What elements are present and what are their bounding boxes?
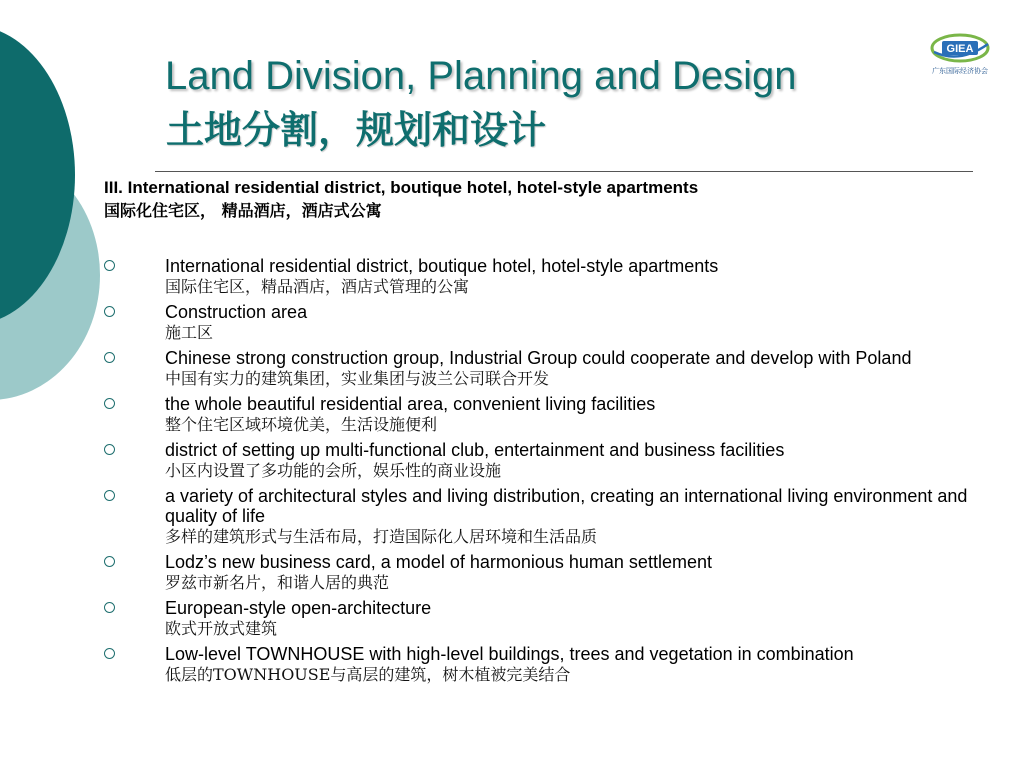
bullet-item	[104, 348, 989, 389]
bullet-circle-icon	[104, 306, 115, 317]
bullet-text-chinese: 低层的TOWNHOUSE与高层的建筑，树木植被完美结合	[165, 665, 571, 684]
giea-logo	[922, 30, 998, 78]
slide-title-chinese: 土地分割，规划和设计	[166, 110, 547, 152]
bullet-text-chinese: 罗兹市新名片，和谐人居的典范	[165, 573, 390, 592]
section-heading-english: III. International residential district, boutique hotel, hotel-style apartments	[104, 178, 699, 197]
bullet-text-english: Chinese strong construction group, Industrial Group could cooperate and develop with Poland	[165, 348, 912, 368]
bullet-text-chinese: 施工区	[165, 323, 214, 342]
bullet-item	[104, 598, 989, 639]
bullet-item	[104, 644, 989, 685]
bullet-text-chinese: 多样的建筑形式与生活布局，打造国际化人居环境和生活品质	[165, 527, 598, 546]
bullet-item	[104, 302, 989, 343]
section-heading	[104, 178, 984, 224]
bullet-text-english: European-style open-architecture	[165, 598, 432, 618]
bullet-circle-icon	[104, 648, 115, 659]
bullet-list	[104, 256, 989, 690]
bullet-circle-icon	[104, 444, 115, 455]
bullet-item	[104, 440, 989, 481]
bullet-text-english: Lodz’s new business card, a model of harmonious human settlement	[165, 552, 712, 572]
logo-text: GIEA	[946, 43, 974, 55]
bullet-circle-icon	[104, 602, 115, 613]
bullet-text-chinese: 欧式开放式建筑	[165, 619, 278, 638]
bullet-text-english: International residential district, boutique hotel, hotel-style apartments	[165, 256, 719, 276]
bullet-text-english: the whole beautiful residential area, convenient living facilities	[165, 394, 656, 414]
bullet-circle-icon	[104, 398, 115, 409]
bullet-circle-icon	[104, 352, 115, 363]
bullet-text-chinese: 国际住宅区，精品酒店，酒店式管理的公寓	[165, 277, 470, 296]
bullet-circle-icon	[104, 490, 115, 501]
bullet-item	[104, 552, 989, 593]
bullet-text-english: district of setting up multi-functional club, entertainment and business facilities	[165, 440, 785, 460]
logo-subtext: 广东国际经济协会	[932, 67, 988, 75]
bullet-text-chinese: 中国有实力的建筑集团，实业集团与波兰公司联合开发	[165, 369, 550, 388]
bullet-item	[104, 256, 989, 297]
bullet-text-chinese: 小区内设置了多功能的会所，娱乐性的商业设施	[165, 461, 502, 480]
bullet-item	[104, 394, 989, 435]
bullet-text-chinese: 整个住宅区域环境优美，生活设施便利	[165, 415, 438, 434]
bullet-circle-icon	[104, 556, 115, 567]
section-heading-chinese: 国际化住宅区， 精品酒店，酒店式公寓	[104, 201, 382, 220]
bullet-item	[104, 486, 989, 547]
bullet-text-english: Construction area	[165, 302, 308, 322]
title-divider	[155, 171, 973, 172]
bullet-text-english: a variety of architectural styles and living distribution, creating an international living environment and quality of life	[165, 486, 968, 526]
bullet-text-english: Low-level TOWNHOUSE with high-level buildings, trees and vegetation in combination	[165, 644, 854, 664]
bullet-circle-icon	[104, 260, 115, 271]
slide-title: Land Division, Planning and Design	[165, 54, 797, 98]
